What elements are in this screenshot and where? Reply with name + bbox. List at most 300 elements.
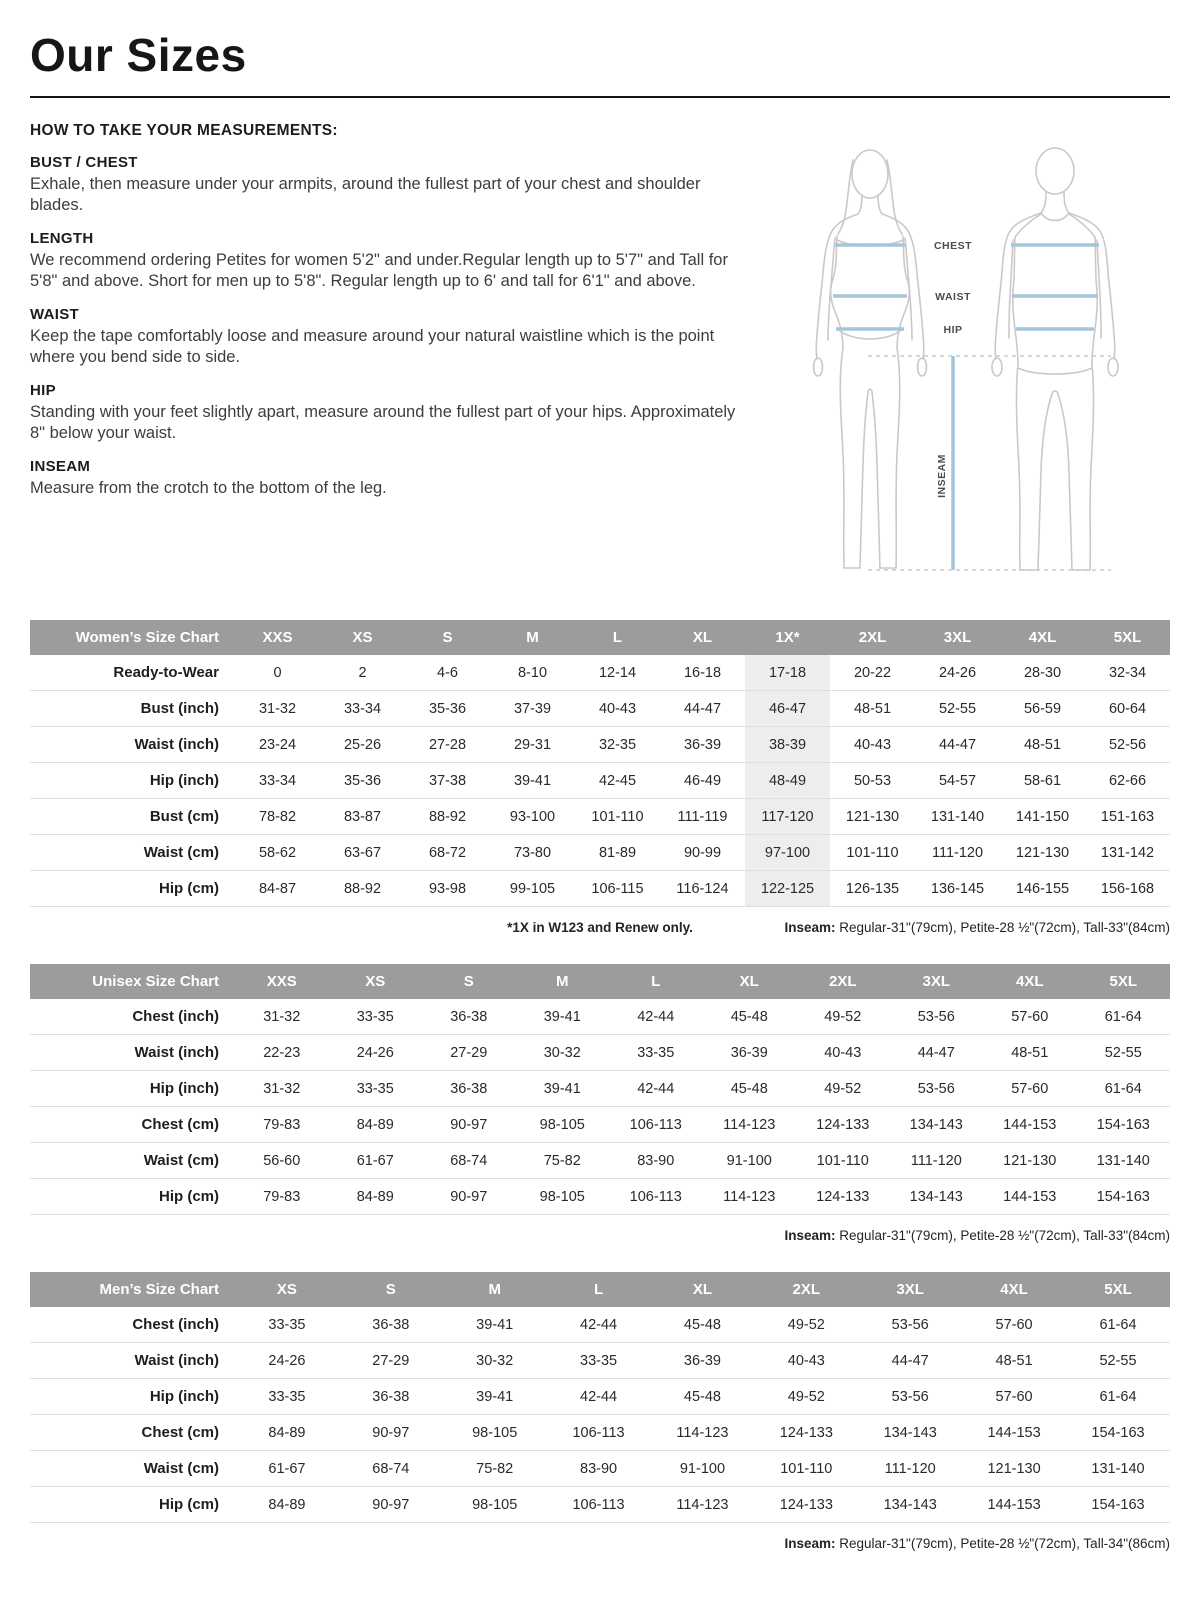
page-title: Our Sizes xyxy=(30,29,247,81)
size-cell: 12-14 xyxy=(575,655,660,691)
inseam-label: INSEAM xyxy=(936,454,948,498)
size-cell: 49-52 xyxy=(754,1379,858,1415)
table-body xyxy=(30,999,1170,1215)
size-cell: 154-163 xyxy=(1077,1107,1171,1143)
size-cell: 31-32 xyxy=(235,1071,329,1107)
size-cell: 61-67 xyxy=(235,1451,339,1487)
size-cell: 144-153 xyxy=(962,1415,1066,1451)
size-cell: 98-105 xyxy=(443,1487,547,1523)
size-cell: 32-35 xyxy=(575,727,660,763)
intro-section xyxy=(30,122,1170,594)
size-cell: 48-51 xyxy=(1000,727,1085,763)
size-cell: 98-105 xyxy=(443,1415,547,1451)
size-cell: 33-35 xyxy=(235,1307,339,1343)
inseam-guides xyxy=(868,356,1111,570)
size-cell: 49-52 xyxy=(754,1307,858,1343)
table-body xyxy=(30,1307,1170,1523)
size-cell: 25-26 xyxy=(320,727,405,763)
hip-label: HIP xyxy=(943,324,963,336)
table-row xyxy=(30,1307,1170,1343)
table-row xyxy=(30,1451,1170,1487)
size-cell: 98-105 xyxy=(516,1179,610,1215)
size-column-header: 4XL xyxy=(1000,620,1085,655)
measure-section-body: Standing with your feet slightly apart, measure around the fullest part of your hips. Approximately 8" below your waist. xyxy=(30,402,736,443)
table-row xyxy=(30,1107,1170,1143)
size-cell: 144-153 xyxy=(983,1107,1077,1143)
size-cell: 116-124 xyxy=(660,871,745,907)
size-cell: 136-145 xyxy=(915,871,1000,907)
size-cell: 33-35 xyxy=(609,1035,703,1071)
inseam-note-text: Regular-31"(79cm), Petite-28 ½"(72cm), Tall-33"(84cm) xyxy=(835,920,1170,935)
inseam-note-label: Inseam: xyxy=(784,1228,836,1243)
size-cell: 60-64 xyxy=(1085,691,1170,727)
size-cell: 2 xyxy=(320,655,405,691)
mens-size-chart-section xyxy=(30,1272,1170,1554)
size-cell: 101-110 xyxy=(830,835,915,871)
size-cell: 24-26 xyxy=(329,1035,423,1071)
size-table xyxy=(30,1272,1170,1523)
size-column-header: 4XL xyxy=(962,1272,1066,1307)
size-cell: 33-35 xyxy=(329,1071,423,1107)
size-cell: 88-92 xyxy=(405,799,490,835)
size-column-header: S xyxy=(422,964,516,999)
size-cell: 24-26 xyxy=(915,655,1000,691)
size-cell: 42-44 xyxy=(609,1071,703,1107)
size-cell: 52-55 xyxy=(1066,1343,1170,1379)
size-cell: 52-55 xyxy=(915,691,1000,727)
size-cell: 114-123 xyxy=(651,1415,755,1451)
row-label: Chest (cm) xyxy=(30,1415,235,1451)
measure-section-inseam xyxy=(30,458,747,499)
size-cell: 61-64 xyxy=(1066,1379,1170,1415)
size-cell: 79-83 xyxy=(235,1179,329,1215)
size-cell: 20-22 xyxy=(830,655,915,691)
size-cell: 39-41 xyxy=(490,763,575,799)
size-cell: 156-168 xyxy=(1085,871,1170,907)
size-cell: 45-48 xyxy=(651,1379,755,1415)
size-cell: 40-43 xyxy=(575,691,660,727)
size-cell: 114-123 xyxy=(703,1107,797,1143)
measure-section-length xyxy=(30,230,747,293)
inseam-note xyxy=(30,1228,1170,1243)
size-cell: 93-100 xyxy=(490,799,575,835)
size-cell: 17-18 xyxy=(745,655,830,691)
size-column-header: 5XL xyxy=(1066,1272,1170,1307)
size-column-header: 3XL xyxy=(890,964,984,999)
size-cell: 121-130 xyxy=(830,799,915,835)
size-cell: 126-135 xyxy=(830,871,915,907)
table-row xyxy=(30,763,1170,799)
size-column-header: L xyxy=(609,964,703,999)
size-cell: 61-67 xyxy=(329,1143,423,1179)
table-notes xyxy=(30,1536,1170,1554)
header-row xyxy=(30,1272,1170,1307)
row-label: Chest (inch) xyxy=(30,1307,235,1343)
size-cell: 37-39 xyxy=(490,691,575,727)
size-column-header: M xyxy=(516,964,610,999)
row-label: Hip (inch) xyxy=(30,1071,235,1107)
size-cell: 131-140 xyxy=(915,799,1000,835)
size-column-header: XL xyxy=(651,1272,755,1307)
size-cell: 36-38 xyxy=(339,1307,443,1343)
size-table xyxy=(30,964,1170,1215)
measure-section-hip xyxy=(30,382,747,445)
size-cell: 131-140 xyxy=(1077,1143,1171,1179)
size-cell: 42-44 xyxy=(609,999,703,1035)
size-cell: 141-150 xyxy=(1000,799,1085,835)
size-column-header: 1X* xyxy=(745,620,830,655)
size-cell: 50-53 xyxy=(830,763,915,799)
size-cell: 124-133 xyxy=(796,1179,890,1215)
size-cell: 37-38 xyxy=(405,763,490,799)
size-column-header: L xyxy=(575,620,660,655)
size-cell: 90-97 xyxy=(339,1487,443,1523)
row-label: Bust (inch) xyxy=(30,691,235,727)
measure-section-body: We recommend ordering Petites for women 5'2" and under.Regular length up to 5'7" and Tall for 5'8" and above. Short for men up to 5'8". Regular length up to 6' and tall for 6'1" and above. xyxy=(30,250,728,291)
size-cell: 144-153 xyxy=(983,1179,1077,1215)
size-cell: 61-64 xyxy=(1066,1307,1170,1343)
measurement-instructions xyxy=(30,122,747,512)
size-column-header: 5XL xyxy=(1085,620,1170,655)
table-row xyxy=(30,1415,1170,1451)
size-cell: 90-97 xyxy=(422,1107,516,1143)
table-header xyxy=(30,620,1170,655)
size-column-header: 2XL xyxy=(754,1272,858,1307)
table-row xyxy=(30,1035,1170,1071)
unisex-size-chart-section xyxy=(30,964,1170,1246)
size-cell: 84-89 xyxy=(329,1179,423,1215)
size-cell: 8-10 xyxy=(490,655,575,691)
table-row xyxy=(30,1379,1170,1415)
size-cell: 97-100 xyxy=(745,835,830,871)
size-cell: 83-90 xyxy=(609,1143,703,1179)
size-cell: 111-120 xyxy=(858,1451,962,1487)
row-label: Chest (inch) xyxy=(30,999,235,1035)
row-label: Hip (cm) xyxy=(30,871,235,907)
size-cell: 134-143 xyxy=(890,1107,984,1143)
size-cell: 63-67 xyxy=(320,835,405,871)
table-row xyxy=(30,999,1170,1035)
row-label: Hip (cm) xyxy=(30,1487,235,1523)
size-cell: 53-56 xyxy=(858,1307,962,1343)
size-cell: 73-80 xyxy=(490,835,575,871)
size-cell: 124-133 xyxy=(796,1107,890,1143)
size-cell: 90-99 xyxy=(660,835,745,871)
row-label: Hip (inch) xyxy=(30,763,235,799)
size-cell: 121-130 xyxy=(1000,835,1085,871)
size-cell: 131-140 xyxy=(1066,1451,1170,1487)
inseam-note-label: Inseam: xyxy=(784,1536,836,1551)
size-cell: 31-32 xyxy=(235,999,329,1035)
size-cell: 144-153 xyxy=(962,1487,1066,1523)
size-column-header: 2XL xyxy=(796,964,890,999)
chest-label: CHEST xyxy=(933,240,973,252)
table-footnote: *1X in W123 and Renew only. xyxy=(507,920,693,935)
size-cell: 151-163 xyxy=(1085,799,1170,835)
size-cell: 62-66 xyxy=(1085,763,1170,799)
waist-label: WAIST xyxy=(935,291,971,303)
size-cell: 106-113 xyxy=(547,1487,651,1523)
size-table xyxy=(30,620,1170,907)
size-cell: 122-125 xyxy=(745,871,830,907)
size-cell: 134-143 xyxy=(858,1487,962,1523)
female-figure xyxy=(814,150,927,568)
table-title: Women’s Size Chart xyxy=(30,620,235,655)
size-cell: 93-98 xyxy=(405,871,490,907)
size-cell: 84-87 xyxy=(235,871,320,907)
size-cell: 78-82 xyxy=(235,799,320,835)
size-cell: 117-120 xyxy=(745,799,830,835)
row-label: Hip (inch) xyxy=(30,1379,235,1415)
size-cell: 39-41 xyxy=(516,1071,610,1107)
table-row xyxy=(30,727,1170,763)
size-cell: 154-163 xyxy=(1077,1179,1171,1215)
size-cell: 79-83 xyxy=(235,1107,329,1143)
size-cell: 106-113 xyxy=(547,1415,651,1451)
size-cell: 49-52 xyxy=(796,1071,890,1107)
size-cell: 33-35 xyxy=(547,1343,651,1379)
size-cell: 90-97 xyxy=(422,1179,516,1215)
size-cell: 27-29 xyxy=(422,1035,516,1071)
size-cell: 29-31 xyxy=(490,727,575,763)
size-cell: 30-32 xyxy=(443,1343,547,1379)
measure-section-body: Measure from the crotch to the bottom of the leg. xyxy=(30,478,387,497)
size-cell: 27-29 xyxy=(339,1343,443,1379)
size-cell: 91-100 xyxy=(703,1143,797,1179)
table-row xyxy=(30,871,1170,907)
row-label: Hip (cm) xyxy=(30,1179,235,1215)
row-label: Waist (inch) xyxy=(30,1343,235,1379)
measure-section-title: HIP xyxy=(30,381,56,399)
measure-section-title: WAIST xyxy=(30,305,79,323)
size-cell: 54-57 xyxy=(915,763,1000,799)
measure-section-bust-chest xyxy=(30,154,747,217)
size-cell: 111-120 xyxy=(915,835,1000,871)
size-cell: 57-60 xyxy=(983,1071,1077,1107)
size-column-header: XL xyxy=(660,620,745,655)
size-cell: 57-60 xyxy=(962,1307,1066,1343)
size-cell: 33-34 xyxy=(235,763,320,799)
size-cell: 16-18 xyxy=(660,655,745,691)
inseam-note-label: Inseam: xyxy=(784,920,836,935)
size-cell: 33-34 xyxy=(320,691,405,727)
table-row xyxy=(30,1179,1170,1215)
size-cell: 90-97 xyxy=(339,1415,443,1451)
size-cell: 131-142 xyxy=(1085,835,1170,871)
size-cell: 42-44 xyxy=(547,1307,651,1343)
inseam-note-text: Regular-31"(79cm), Petite-28 ½"(72cm), Tall-34"(86cm) xyxy=(835,1536,1170,1551)
size-cell: 99-105 xyxy=(490,871,575,907)
measure-section-waist xyxy=(30,306,747,369)
size-cell: 68-72 xyxy=(405,835,490,871)
size-cell: 32-34 xyxy=(1085,655,1170,691)
size-cell: 61-64 xyxy=(1077,999,1171,1035)
table-header xyxy=(30,964,1170,999)
size-cell: 36-39 xyxy=(660,727,745,763)
size-cell: 33-35 xyxy=(235,1379,339,1415)
size-cell: 75-82 xyxy=(443,1451,547,1487)
size-cell: 154-163 xyxy=(1066,1487,1170,1523)
size-cell: 57-60 xyxy=(962,1379,1066,1415)
body-measurement-diagram xyxy=(775,124,1155,594)
table-body xyxy=(30,655,1170,907)
size-cell: 101-110 xyxy=(575,799,660,835)
size-cell: 27-28 xyxy=(405,727,490,763)
row-label: Ready-to-Wear xyxy=(30,655,235,691)
size-cell: 134-143 xyxy=(890,1179,984,1215)
size-cell: 44-47 xyxy=(915,727,1000,763)
header-row xyxy=(30,964,1170,999)
size-cell: 46-47 xyxy=(745,691,830,727)
size-cell: 84-89 xyxy=(329,1107,423,1143)
size-cell: 121-130 xyxy=(983,1143,1077,1179)
size-cell: 58-61 xyxy=(1000,763,1085,799)
table-title: Unisex Size Chart xyxy=(30,964,235,999)
size-cell: 124-133 xyxy=(754,1487,858,1523)
size-cell: 42-44 xyxy=(547,1379,651,1415)
row-label: Bust (cm) xyxy=(30,799,235,835)
size-cell: 45-48 xyxy=(703,999,797,1035)
table-row xyxy=(30,691,1170,727)
size-cell: 101-110 xyxy=(796,1143,890,1179)
table-header xyxy=(30,1272,1170,1307)
size-column-header: XS xyxy=(235,1272,339,1307)
size-cell: 111-119 xyxy=(660,799,745,835)
size-cell: 53-56 xyxy=(890,1071,984,1107)
size-cell: 48-49 xyxy=(745,763,830,799)
table-row xyxy=(30,1487,1170,1523)
size-cell: 53-56 xyxy=(858,1379,962,1415)
size-cell: 68-74 xyxy=(339,1451,443,1487)
size-cell: 52-55 xyxy=(1077,1035,1171,1071)
measure-section-body: Exhale, then measure under your armpits, around the fullest part of your chest and shoulder blades. xyxy=(30,175,701,215)
measure-section-title: LENGTH xyxy=(30,229,94,247)
row-label: Waist (cm) xyxy=(30,1451,235,1487)
size-cell: 38-39 xyxy=(745,727,830,763)
size-cell: 33-35 xyxy=(329,999,423,1035)
row-label: Waist (inch) xyxy=(30,727,235,763)
size-cell: 31-32 xyxy=(235,691,320,727)
size-cell: 23-24 xyxy=(235,727,320,763)
size-column-header: XXS xyxy=(235,964,329,999)
size-cell: 101-110 xyxy=(754,1451,858,1487)
size-cell: 36-39 xyxy=(703,1035,797,1071)
size-column-header: S xyxy=(339,1272,443,1307)
inseam-note xyxy=(30,1536,1170,1551)
size-cell: 36-39 xyxy=(651,1343,755,1379)
size-cell: 39-41 xyxy=(443,1379,547,1415)
row-label: Waist (cm) xyxy=(30,835,235,871)
size-cell: 98-105 xyxy=(516,1107,610,1143)
size-cell: 52-56 xyxy=(1085,727,1170,763)
size-cell: 48-51 xyxy=(962,1343,1066,1379)
size-column-header: S xyxy=(405,620,490,655)
size-cell: 49-52 xyxy=(796,999,890,1035)
size-cell: 56-60 xyxy=(235,1143,329,1179)
size-cell: 114-123 xyxy=(651,1487,755,1523)
size-cell: 56-59 xyxy=(1000,691,1085,727)
size-cell: 134-143 xyxy=(858,1415,962,1451)
size-cell: 30-32 xyxy=(516,1035,610,1071)
size-cell: 61-64 xyxy=(1077,1071,1171,1107)
measure-section-title: INSEAM xyxy=(30,457,91,475)
size-column-header: M xyxy=(490,620,575,655)
row-label: Waist (inch) xyxy=(30,1035,235,1071)
size-cell: 83-90 xyxy=(547,1451,651,1487)
title-divider xyxy=(30,96,1170,98)
measurement-figures-illustration xyxy=(775,124,1170,594)
size-cell: 75-82 xyxy=(516,1143,610,1179)
size-cell: 111-120 xyxy=(890,1143,984,1179)
size-column-header: 5XL xyxy=(1077,964,1171,999)
male-figure xyxy=(992,148,1118,570)
size-column-header: 2XL xyxy=(830,620,915,655)
womens-size-chart-section xyxy=(30,620,1170,938)
size-cell: 45-48 xyxy=(651,1307,755,1343)
size-column-header: M xyxy=(443,1272,547,1307)
size-column-header: XL xyxy=(703,964,797,999)
size-cell: 48-51 xyxy=(983,1035,1077,1071)
size-cell: 39-41 xyxy=(516,999,610,1035)
size-column-header: 3XL xyxy=(915,620,1000,655)
size-cell: 42-45 xyxy=(575,763,660,799)
size-cell: 154-163 xyxy=(1066,1415,1170,1451)
row-label: Waist (cm) xyxy=(30,1143,235,1179)
table-row xyxy=(30,655,1170,691)
measure-section-body: Keep the tape comfortably loose and measure around your natural waistline which is the point where you bend side to side. xyxy=(30,326,715,367)
size-column-header: XS xyxy=(329,964,423,999)
size-column-header: XS xyxy=(320,620,405,655)
size-cell: 48-51 xyxy=(830,691,915,727)
size-cell: 124-133 xyxy=(754,1415,858,1451)
size-cell: 53-56 xyxy=(890,999,984,1035)
table-notes xyxy=(30,1228,1170,1246)
size-column-header: 4XL xyxy=(983,964,1077,999)
size-cell: 106-113 xyxy=(609,1179,703,1215)
size-cell: 35-36 xyxy=(405,691,490,727)
size-cell: 40-43 xyxy=(796,1035,890,1071)
size-cell: 44-47 xyxy=(660,691,745,727)
size-cell: 39-41 xyxy=(443,1307,547,1343)
size-cell: 22-23 xyxy=(235,1035,329,1071)
size-cell: 36-38 xyxy=(422,999,516,1035)
size-column-header: 3XL xyxy=(858,1272,962,1307)
table-row xyxy=(30,1143,1170,1179)
size-cell: 121-130 xyxy=(962,1451,1066,1487)
inseam-note-text: Regular-31"(79cm), Petite-28 ½"(72cm), Tall-33"(84cm) xyxy=(835,1228,1170,1243)
table-row xyxy=(30,1071,1170,1107)
size-cell: 58-62 xyxy=(235,835,320,871)
instructions-heading: HOW TO TAKE YOUR MEASUREMENTS: xyxy=(30,122,338,139)
row-label: Chest (cm) xyxy=(30,1107,235,1143)
size-cell: 4-6 xyxy=(405,655,490,691)
size-cell: 84-89 xyxy=(235,1415,339,1451)
size-cell: 35-36 xyxy=(320,763,405,799)
size-cell: 114-123 xyxy=(703,1179,797,1215)
table-title: Men’s Size Chart xyxy=(30,1272,235,1307)
table-row xyxy=(30,835,1170,871)
size-cell: 45-48 xyxy=(703,1071,797,1107)
size-cell: 0 xyxy=(235,655,320,691)
size-column-header: XXS xyxy=(235,620,320,655)
measure-section-title: BUST / CHEST xyxy=(30,154,138,171)
size-cell: 36-38 xyxy=(422,1071,516,1107)
size-cell: 106-115 xyxy=(575,871,660,907)
size-cell: 44-47 xyxy=(890,1035,984,1071)
size-cell: 88-92 xyxy=(320,871,405,907)
size-cell: 81-89 xyxy=(575,835,660,871)
size-cell: 24-26 xyxy=(235,1343,339,1379)
